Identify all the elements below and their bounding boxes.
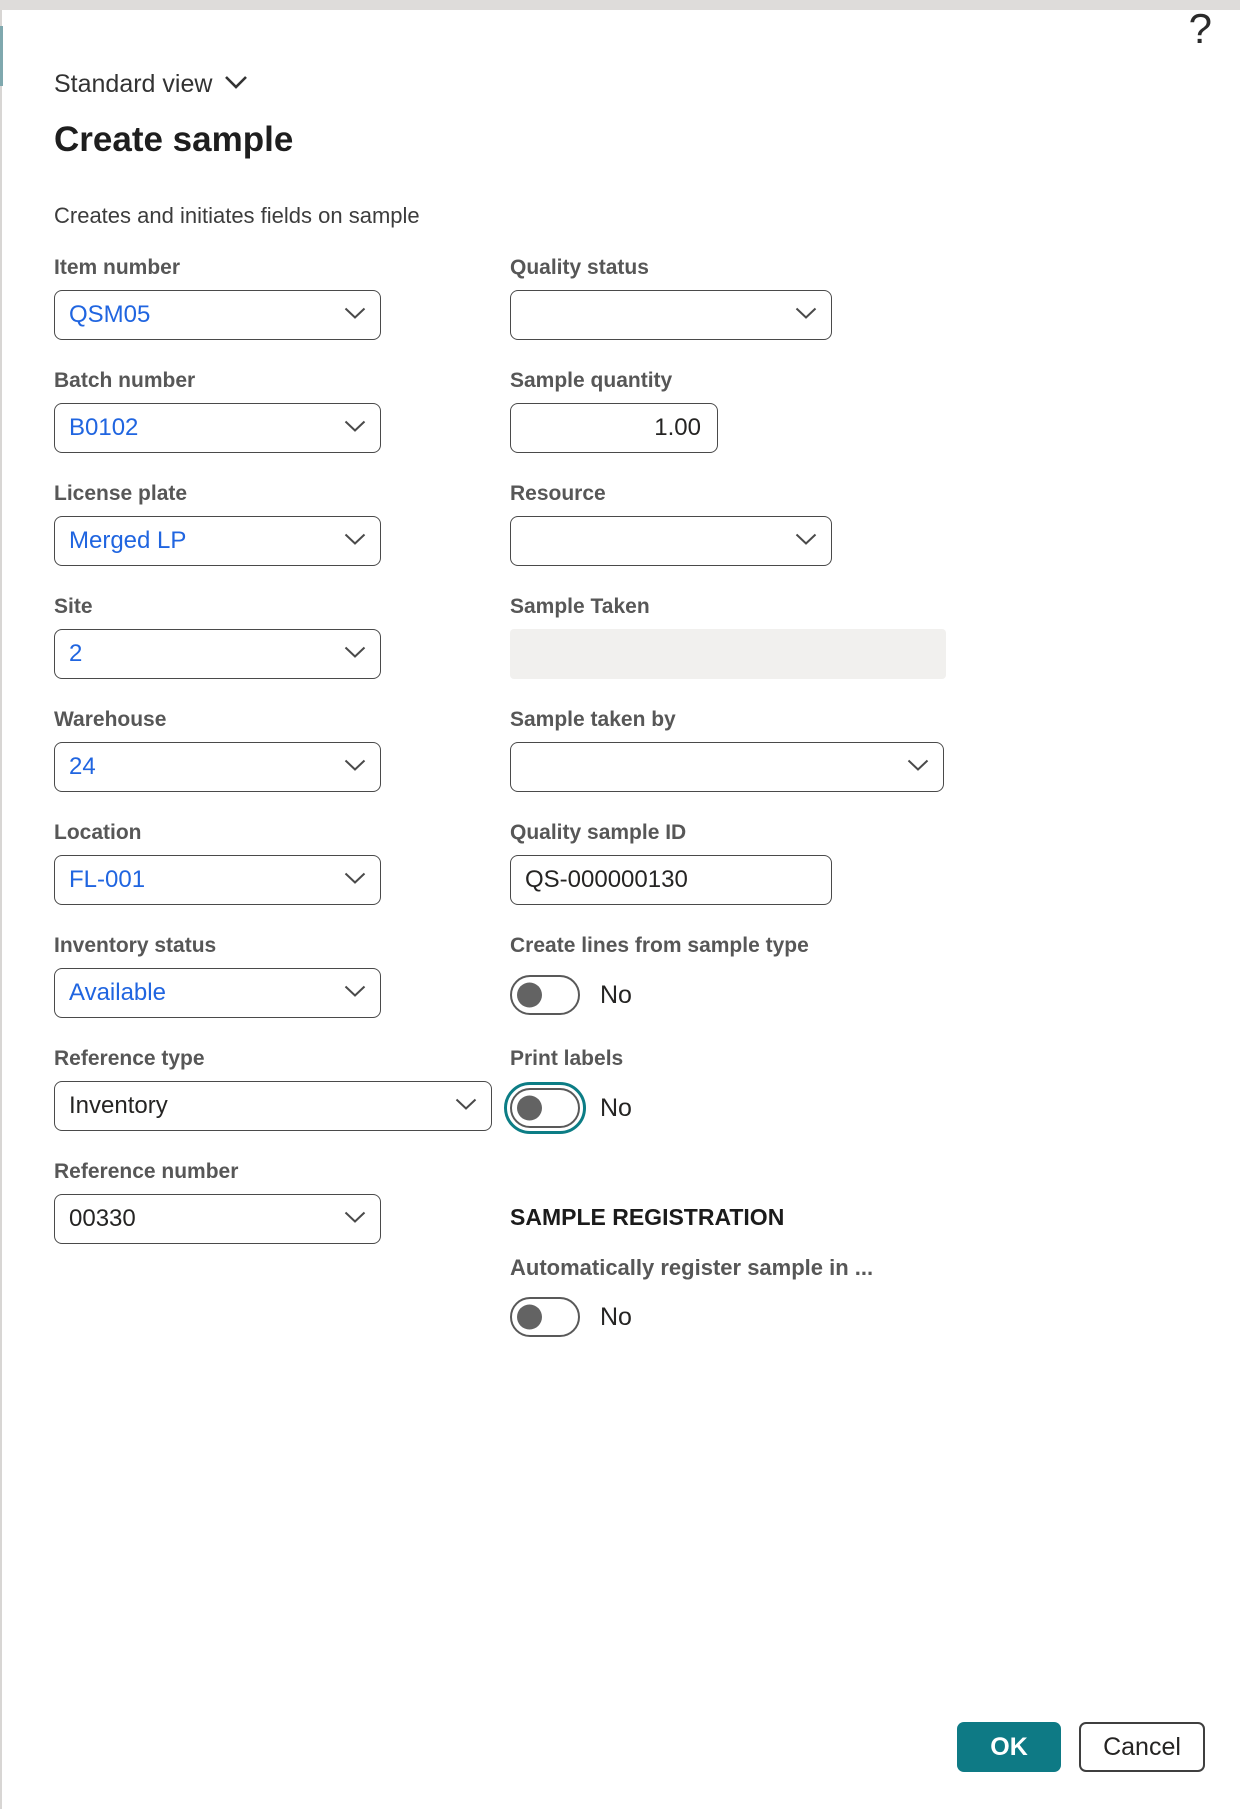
site-label: Site xyxy=(54,595,93,618)
view-selector-label: Standard view xyxy=(54,69,213,98)
reference-number-label: Reference number xyxy=(54,1160,239,1183)
warehouse-label: Warehouse xyxy=(54,708,167,731)
auto-register-label: Automatically register sample in ... xyxy=(510,1255,874,1280)
chevron-down-icon xyxy=(344,306,366,324)
resource-field[interactable] xyxy=(510,516,832,566)
inventory-status-field[interactable] xyxy=(54,968,381,1018)
dialog-left-accent xyxy=(0,26,3,86)
page-title: Create sample xyxy=(54,120,294,159)
view-selector[interactable] xyxy=(54,68,248,100)
print-labels-toggle[interactable] xyxy=(510,1088,580,1128)
reference-number-value: 00330 xyxy=(69,1205,136,1232)
help-icon[interactable]: ? xyxy=(1188,5,1212,52)
item-number-value: QSM05 xyxy=(69,301,151,328)
item-number-label: Item number xyxy=(54,256,181,279)
sample-taken-by-field[interactable] xyxy=(510,742,944,792)
inventory-status-label: Inventory status xyxy=(54,934,217,957)
reference-type-label: Reference type xyxy=(54,1047,205,1070)
create-lines-toggle[interactable] xyxy=(510,975,580,1015)
page-subtitle: Creates and initiates fields on sample xyxy=(54,203,420,228)
chevron-down-icon xyxy=(455,1097,477,1115)
quality-sample-id-field[interactable] xyxy=(510,855,832,905)
chevron-down-icon xyxy=(224,75,248,94)
dialog-footer xyxy=(957,1722,1205,1772)
create-lines-label: Create lines from sample type xyxy=(510,934,809,957)
chevron-down-icon xyxy=(344,419,366,437)
sample-taken-label: Sample Taken xyxy=(510,595,650,618)
chevron-down-icon xyxy=(344,1210,366,1228)
sample-taken-by-label: Sample taken by xyxy=(510,708,676,731)
chevron-down-icon xyxy=(344,984,366,1002)
print-labels-state: No xyxy=(600,1093,632,1122)
quality-status-field[interactable] xyxy=(510,290,832,340)
top-strip xyxy=(0,0,1240,10)
license-plate-field[interactable] xyxy=(54,516,381,566)
inventory-status-value: Available xyxy=(69,979,166,1006)
form-grid xyxy=(54,254,1240,1341)
warehouse-field[interactable] xyxy=(54,742,381,792)
toggle-knob xyxy=(517,1305,542,1330)
quality-status-label: Quality status xyxy=(510,256,649,279)
location-label: Location xyxy=(54,821,142,844)
site-field[interactable] xyxy=(54,629,381,679)
cancel-button[interactable]: Cancel xyxy=(1079,1722,1205,1772)
dialog-left-border xyxy=(0,10,2,1809)
license-plate-label: License plate xyxy=(54,482,188,505)
quality-sample-id-label: Quality sample ID xyxy=(510,821,687,844)
sample-quantity-value: 1.00 xyxy=(654,414,701,441)
warehouse-value: 24 xyxy=(69,753,96,780)
batch-number-label: Batch number xyxy=(54,369,196,392)
toggle-knob xyxy=(517,983,542,1008)
create-lines-state: No xyxy=(600,980,632,1009)
chevron-down-icon xyxy=(344,871,366,889)
location-field[interactable] xyxy=(54,855,381,905)
auto-register-toggle[interactable] xyxy=(510,1297,580,1337)
chevron-down-icon xyxy=(344,645,366,663)
reference-number-field[interactable] xyxy=(54,1194,381,1244)
item-number-field[interactable] xyxy=(54,290,381,340)
print-labels-label: Print labels xyxy=(510,1047,624,1070)
chevron-down-icon xyxy=(795,532,817,550)
quality-sample-id-value: QS-000000130 xyxy=(525,866,688,893)
batch-number-value: B0102 xyxy=(69,414,139,441)
location-value: FL-001 xyxy=(69,866,146,893)
sample-registration-section-header: SAMPLE REGISTRATION xyxy=(510,1204,785,1230)
sample-quantity-field[interactable] xyxy=(510,403,718,453)
chevron-down-icon xyxy=(344,758,366,776)
reference-type-value: Inventory xyxy=(69,1092,168,1119)
reference-type-field[interactable] xyxy=(54,1081,492,1131)
ok-button[interactable]: OK xyxy=(957,1722,1061,1772)
site-value: 2 xyxy=(69,640,83,667)
chevron-down-icon xyxy=(907,758,929,776)
chevron-down-icon xyxy=(795,306,817,324)
auto-register-state: No xyxy=(600,1302,632,1331)
chevron-down-icon xyxy=(344,532,366,550)
resource-label: Resource xyxy=(510,482,606,505)
license-plate-value: Merged LP xyxy=(69,527,187,554)
toggle-knob xyxy=(517,1096,542,1121)
batch-number-field[interactable] xyxy=(54,403,381,453)
sample-quantity-label: Sample quantity xyxy=(510,369,673,392)
sample-taken-field xyxy=(510,629,946,679)
